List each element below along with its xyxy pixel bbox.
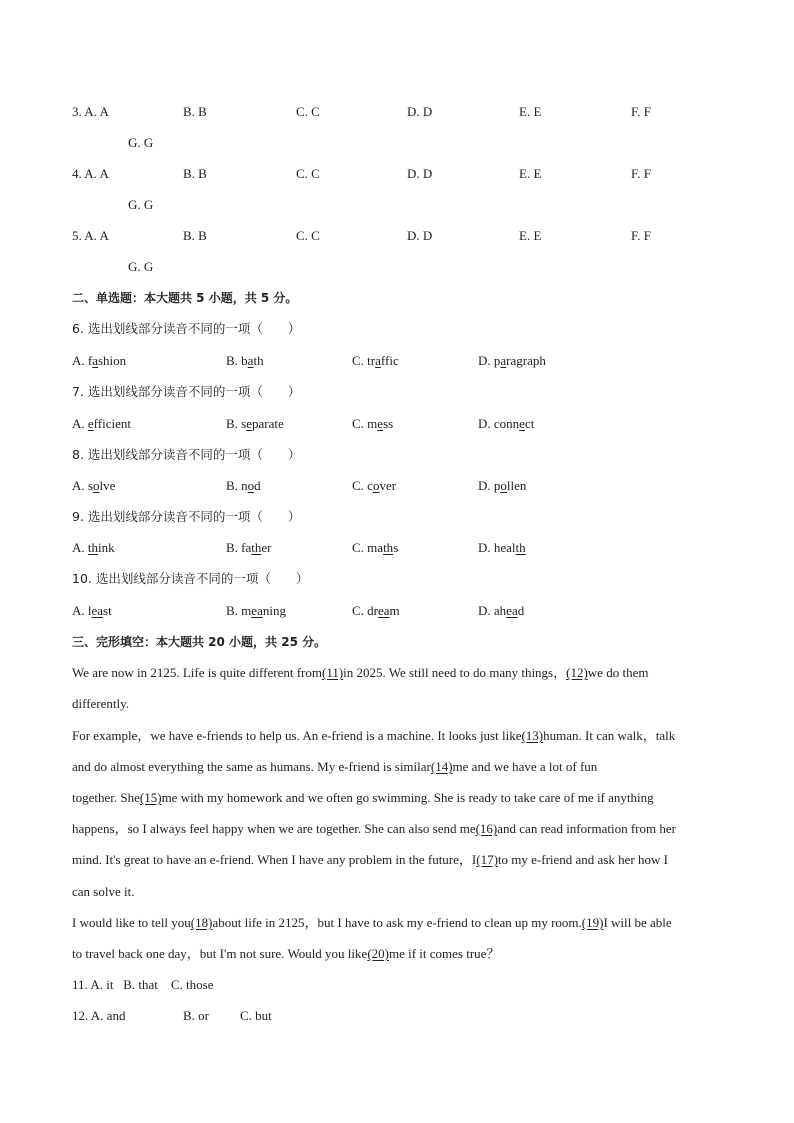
blank-19: (19) — [581, 915, 604, 930]
passage-line-8: can solve it. — [72, 884, 135, 899]
blank-17: (17) — [476, 852, 498, 867]
q3-option-f: F. F — [631, 104, 651, 119]
q8-b-pre: B. n — [226, 478, 248, 493]
q4-option-a — [72, 164, 109, 184]
blank-13: (13) — [521, 728, 544, 743]
q8-option-c — [352, 476, 396, 496]
q6-d-underlined: a — [500, 353, 507, 368]
blank-18: (18) — [190, 915, 213, 930]
q8-a-underlined: o — [92, 478, 100, 493]
q10-d-underlined: ea — [506, 603, 518, 618]
q3-number: 3. — [72, 104, 82, 119]
q8-option-b — [226, 476, 261, 496]
q8-b-post: d — [254, 478, 261, 493]
q12-option-b: B. or — [183, 1008, 209, 1023]
q10-option-b — [226, 601, 286, 621]
q10-b-pre: B. m — [226, 603, 252, 618]
question-9-stem: 9. 选出划线部分读音不同的一项（ ） — [72, 509, 301, 524]
question-10-stem: 10. 选出划线部分读音不同的一项（ ） — [72, 571, 309, 586]
q7-a-pre: A. — [72, 416, 88, 431]
blank-14: (14) — [430, 759, 453, 774]
q10-c-post: m — [389, 603, 400, 618]
q11-option-b: B. that — [123, 977, 158, 992]
passage-text: For example，we have e-friends to help us. An e-friend is a machine. It looks just like — [72, 728, 522, 743]
q11-option-a: A. it — [90, 977, 114, 992]
q4-option-g: G. G — [128, 197, 154, 212]
q6-c-underlined: a — [375, 353, 381, 368]
passage-line-5 — [72, 788, 654, 808]
blank-11: (11) — [321, 665, 344, 680]
q10-c-underlined: ea — [378, 603, 390, 618]
passage-line-3 — [72, 726, 675, 746]
passage-text: me and we have a lot of fun — [452, 759, 598, 774]
passage-line-1 — [72, 663, 648, 683]
q9-option-c — [352, 538, 398, 558]
q9-c-post: s — [393, 540, 399, 555]
q3-a-text: A. A — [84, 104, 109, 119]
q7-option-b — [226, 414, 284, 434]
q10-c-pre: C. dr — [352, 603, 378, 618]
section-3-heading: 三、完形填空：本大题共 20 小题，共 25 分。 — [72, 635, 327, 649]
q5-option-a — [72, 226, 109, 246]
q6-a-pre: A. f — [72, 353, 93, 368]
blank-16: (16) — [475, 821, 498, 836]
q6-b-post: th — [253, 353, 264, 368]
passage-text: human. It can walk，talk — [543, 728, 676, 743]
q6-d-pre: D. p — [478, 353, 501, 368]
q10-a-underlined: ea — [91, 603, 104, 618]
passage-text: happens，so I always feel happy when we are together. She can also send me — [72, 821, 476, 836]
q4-a-text: A. A — [84, 166, 109, 181]
q12-option-a — [72, 1006, 125, 1026]
passage-line-10 — [72, 944, 499, 964]
q8-c-pre: C. c — [352, 478, 373, 493]
q10-option-a — [72, 601, 112, 621]
section-2-heading: 二、单选题：本大题共 5 小题，共 5 分。 — [72, 291, 298, 305]
q4-option-e: E. E — [519, 166, 542, 181]
q6-option-b — [226, 351, 264, 371]
q5-option-c: C. C — [296, 228, 320, 243]
passage-line-6 — [72, 819, 676, 839]
q5-number: 5. — [72, 228, 82, 243]
passage-text: together. She — [72, 790, 140, 805]
q9-c-pre: C. ma — [352, 540, 384, 555]
passage-text: we do them — [587, 665, 649, 680]
q7-option-a — [72, 414, 131, 434]
q8-c-underlined: o — [372, 478, 380, 493]
question-11-options — [72, 975, 214, 995]
q7-b-pre: B. s — [226, 416, 247, 431]
q6-b-underlined: a — [247, 353, 254, 368]
q3-option-d: D. D — [407, 104, 433, 119]
q10-b-post: ning — [262, 603, 286, 618]
q10-d-pre: D. ah — [478, 603, 507, 618]
q10-a-post: st — [103, 603, 112, 618]
q9-b-pre: B. fa — [226, 540, 252, 555]
blank-20: (20) — [367, 946, 389, 961]
q8-a-post: lve — [99, 478, 116, 493]
passage-text: in 2025. We still need to do many things， — [343, 665, 567, 680]
q3-option-g: G. G — [128, 135, 154, 150]
q4-number: 4. — [72, 166, 82, 181]
q5-option-g: G. G — [128, 259, 154, 274]
q9-b-underlined: th — [251, 540, 262, 555]
q12-option-c: C. but — [240, 1008, 272, 1023]
q6-option-d — [478, 351, 546, 371]
q9-option-d — [478, 538, 526, 558]
q4-option-c: C. C — [296, 166, 320, 181]
q7-d-pre: D. conn — [478, 416, 520, 431]
passage-line-2: differently. — [72, 696, 130, 711]
q7-c-pre: C. m — [352, 416, 378, 431]
q7-c-post: ss — [383, 416, 394, 431]
question-8-stem: 8. 选出划线部分读音不同的一项（ ） — [72, 447, 301, 462]
passage-text: I will be able — [603, 915, 672, 930]
q7-d-post: ct — [524, 416, 535, 431]
q3-option-c: C. C — [296, 104, 320, 119]
q9-option-b — [226, 538, 272, 558]
q7-a-underlined: e — [87, 416, 94, 431]
q12-number: 12. — [72, 1008, 89, 1023]
q6-c-pre: C. tr — [352, 353, 376, 368]
q8-c-post: ver — [379, 478, 397, 493]
q10-a-pre: A. l — [72, 603, 92, 618]
q5-a-text: A. A — [84, 228, 109, 243]
blank-15: (15) — [139, 790, 162, 805]
q7-b-underlined: e — [246, 416, 253, 431]
q8-d-underlined: o — [500, 478, 507, 493]
q3-option-e: E. E — [519, 104, 542, 119]
q6-c-post: ffic — [380, 353, 399, 368]
passage-text: to my e-friend and ask her how I — [497, 852, 668, 867]
q9-c-underlined: th — [383, 540, 394, 555]
q6-a-underlined: a — [92, 353, 98, 368]
passage-text: mind. It's great to have an e-friend. When I have any problem in the future，I — [72, 852, 477, 867]
passage-line-9 — [72, 913, 672, 933]
q5-option-b: B. B — [183, 228, 207, 243]
q7-c-underlined: e — [377, 416, 384, 431]
passage-line-7 — [72, 850, 668, 870]
passage-line-4 — [72, 757, 597, 777]
q9-b-post: er — [261, 540, 272, 555]
passage-text: and can read information from her — [497, 821, 676, 836]
q8-a-pre: A. s — [72, 478, 93, 493]
q5-option-e: E. E — [519, 228, 542, 243]
blank-12: (12) — [566, 665, 588, 680]
q8-option-d — [478, 476, 526, 496]
q6-b-pre: B. b — [226, 353, 248, 368]
q8-d-pre: D. p — [478, 478, 501, 493]
passage-text: to travel back one day，but I'm not sure. Would you like — [72, 946, 368, 961]
q4-option-b: B. B — [183, 166, 207, 181]
passage-text: We are now in 2125. Life is quite different from — [72, 665, 322, 680]
q5-option-d: D. D — [407, 228, 433, 243]
passage-text: me with my homework and we often go swimming. She is ready to take care of me if anything — [161, 790, 654, 805]
q11-option-c: C. those — [170, 977, 214, 992]
q9-d-underlined: th — [515, 540, 526, 555]
q4-option-f: F. F — [631, 166, 651, 181]
q7-option-d — [478, 414, 534, 434]
q8-d-post: llen — [506, 478, 527, 493]
q8-option-a — [72, 476, 115, 496]
q3-option-b: B. B — [183, 104, 207, 119]
q3-option-a — [72, 102, 109, 122]
q10-option-d — [478, 601, 524, 621]
q9-option-a — [72, 538, 115, 558]
q7-b-post: parate — [252, 416, 284, 431]
question-7-stem: 7. 选出划线部分读音不同的一项（ ） — [72, 384, 301, 399]
passage-text: I would like to tell you — [72, 915, 191, 930]
q7-a-post: fficient — [93, 416, 131, 431]
q12-a-text: A. and — [90, 1008, 126, 1023]
q7-option-c — [352, 414, 393, 434]
q8-b-underlined: o — [247, 478, 255, 493]
passage-text: and do almost everything the same as humans. My e-friend is similar — [72, 759, 431, 774]
q10-d-post: d — [517, 603, 525, 618]
q9-a-underlined: th — [87, 540, 99, 555]
q10-b-underlined: ea — [251, 603, 263, 618]
q10-option-c — [352, 601, 400, 621]
question-6-stem: 6. 选出划线部分读音不同的一项（ ） — [72, 321, 301, 336]
q6-option-a — [72, 351, 126, 371]
q9-a-post: ink — [98, 540, 115, 555]
q9-a-pre: A. — [72, 540, 88, 555]
q5-option-f: F. F — [631, 228, 651, 243]
q7-d-underlined: e — [519, 416, 525, 431]
passage-text: me if it comes true？ — [388, 946, 500, 961]
q9-d-pre: D. heal — [478, 540, 516, 555]
passage-text: about life in 2125，but I have to ask my e-friend to clean up my room. — [212, 915, 582, 930]
q6-option-c — [352, 351, 399, 371]
q11-number: 11. — [72, 977, 88, 992]
q6-a-post: shion — [98, 353, 127, 368]
q4-option-d: D. D — [407, 166, 433, 181]
q6-d-post: ragraph — [506, 353, 546, 368]
